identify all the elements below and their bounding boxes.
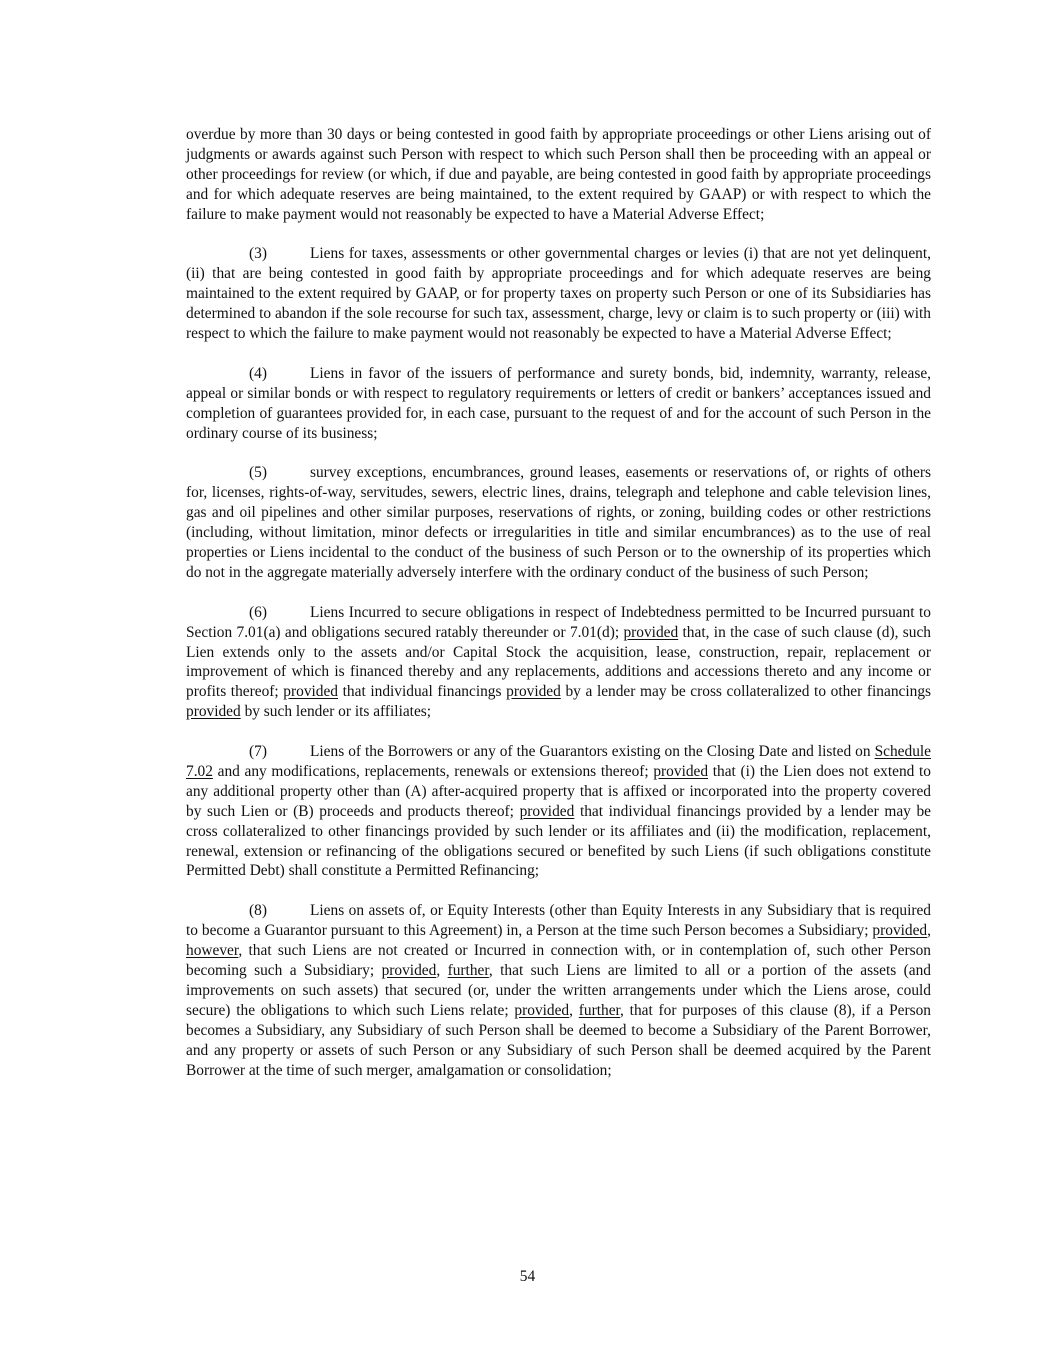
text-run: overdue by more than 30 days or being contested in good faith by appropriate proceedings or other Liens arising out of judgments or awards against such Person with respect to which such Person shall then be proceeding with an appeal or other proceedings for review (or which, if due and payable, are being contested in good faith by appropriate proceedings and for which adequate reserves are being maintained, to the extent required by GAAP) or with respect to which the failure to make payment would not reasonably be expected to have a Material Adverse Effect;	[186, 126, 931, 223]
underlined-term: further	[578, 1001, 621, 1019]
text-run: that individual financings provided by a lender may be cross collateralized to other financings provided by such lender or its affiliates and (ii) the modification, replacement, renewal, extension or refinancing of the obligations secured or benefited by such Liens (if such obligations constitute Permitted Debt) shall constitute a Permitted Refinancing;	[186, 802, 931, 880]
underlined-term: provided	[283, 683, 339, 701]
underlined-term: Schedule 7.02	[186, 743, 931, 780]
underlined-term: provided	[381, 961, 437, 979]
paragraph-list	[186, 125, 931, 1080]
clause-number: (3)	[249, 245, 267, 263]
text-run: ,	[569, 1001, 579, 1019]
clause-paragraph	[186, 603, 931, 722]
clause-paragraph	[186, 901, 931, 1080]
clause-number: (8)	[249, 902, 267, 920]
clause-paragraph	[186, 244, 931, 344]
underlined-term: further	[447, 961, 489, 979]
underlined-term: provided	[623, 623, 679, 641]
text-run: ,	[927, 922, 931, 940]
text-run: that individual financings	[338, 683, 507, 701]
clause-number: (6)	[249, 603, 267, 621]
continuation-paragraph	[186, 125, 931, 225]
underlined-term: provided	[653, 762, 709, 780]
text-run: Liens on assets of, or Equity Interests (other than Equity Interests in any Subsidiary that is required to become a Guarantor pursuant to this Agreement) in, a Person at the time such Person becomes a Subsidiary;	[186, 902, 931, 940]
underlined-term: however	[186, 942, 239, 960]
text-run: that, in the case of such clause (d), such Lien extends only to the assets and/or Capital Stock the acquisition, lease, construction, repair, replacement or improvement of which is financed thereby and any replacements, additions and accessions thereto and any income or profits thereof;	[186, 623, 931, 701]
underlined-term: provided	[186, 703, 241, 721]
text-run: by a lender may be cross collateralized to other financings	[560, 683, 932, 701]
text-run: ,	[436, 961, 448, 979]
text-run: Liens Incurred to secure obligations in respect of Indebtedness permitted to be Incurred pursuant to Section 7.01(a) and obligations secured ratably thereunder or 7.01(d);	[186, 603, 931, 641]
clause-number: (7)	[249, 743, 267, 761]
text-run: , that such Liens are limited to all or a portion of the assets (and improvements on such assets) that secured (or, under the written arrangements under which the Liens arose, could secure) the obligations to which such Liens relate;	[186, 961, 931, 1019]
clause-paragraph	[186, 463, 931, 582]
clause-paragraph	[186, 742, 931, 881]
text-run: survey exceptions, encumbrances, ground leases, easements or reservations of, or rights of others for, licenses, rights-of-way, servitudes, sewers, electric lines, drains, telegraph and telephone and cable television lines, gas and oil pipelines and other similar purposes, reservations of rights, or zoning, building codes or other restrictions (including, without limitation, minor defects or irregularities in title and similar encumbrances) as to the use of real properties or Liens incidental to the conduct of the business of such Person or to the ownership of its properties which do not in the aggregate materially adversely interfere with the ordinary conduct of the business of such Person;	[186, 464, 931, 581]
text-run: , that for purposes of this clause (8), if a Person becomes a Subsidiary, any Subsidiary of such Person shall be deemed to become a Subsidiary of the Parent Borrower, and any property or assets of such Person or any Subsidiary of such Person shall be deemed acquired by the Parent Borrower at the time of such merger, amalgamation or consolidation;	[186, 1001, 931, 1079]
text-run: Liens in favor of the issuers of performance and surety bonds, bid, indemnity, warranty, release, appeal or similar bonds or with respect to regulatory requirements or letters of credit or bankers’ acceptances issued and completion of guarantees provided for, in each case, pursuant to the request of and for the account of such Person in the ordinary course of its business;	[186, 364, 931, 442]
underlined-term: provided	[506, 683, 561, 701]
text-run: Liens of the Borrowers or any of the Guarantors existing on the Closing Date and listed on	[310, 743, 875, 761]
text-run: , that such Liens are not created or Incurred in connection with, or in contemplation of, such other Person becoming such a Subsidiary;	[186, 942, 931, 979]
underlined-term: provided	[519, 802, 575, 820]
underlined-term: provided	[872, 922, 928, 940]
clause-number: (5)	[249, 464, 267, 482]
text-run: Liens for taxes, assessments or other governmental charges or levies (i) that are not yet delinquent, (ii) that are being contested in good faith by appropriate proceedings and for which adequate reserves are being maintained to the extent required by GAAP, or for property taxes on property such Person or one of its Subsidiaries has determined to abandon if the sole recourse for such tax, assessment, charge, levy or claim is to such property or (iii) with respect to which the failure to make payment would not reasonably be expected to have a Material Adverse Effect;	[186, 245, 931, 343]
text-run: that (i) the Lien does not extend to any additional property other than (A) after-acquired property that is affixed or incorporated into the property covered by such Lien or (B) proceeds and products thereof;	[186, 762, 931, 820]
text-run: and any modifications, replacements, renewals or extensions thereof;	[212, 762, 654, 780]
clause-paragraph	[186, 364, 931, 444]
document-page	[186, 125, 931, 1100]
clause-number: (4)	[249, 364, 267, 382]
underlined-term: provided	[514, 1001, 570, 1019]
page-number: 54	[519, 1268, 536, 1285]
text-run: by such lender or its affiliates;	[240, 703, 432, 721]
